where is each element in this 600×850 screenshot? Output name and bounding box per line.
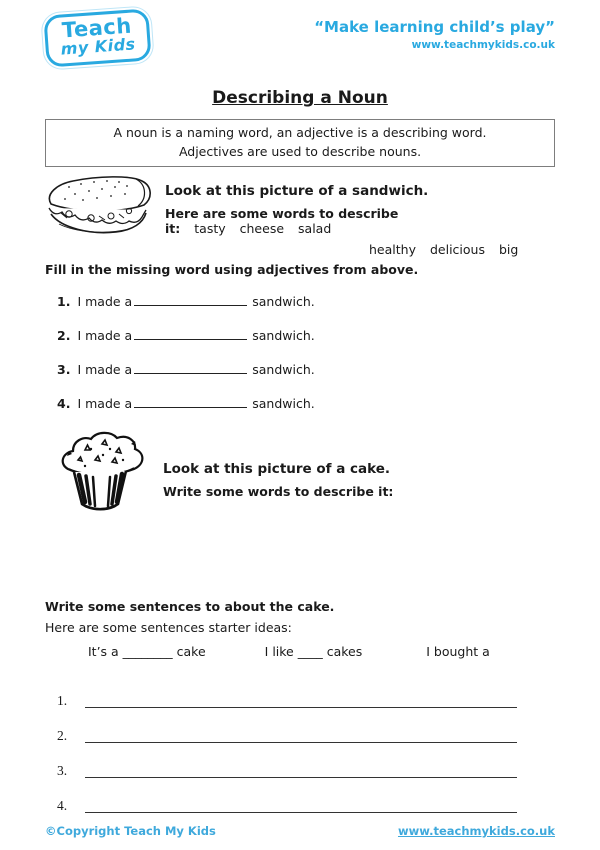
sentences-subheading: Here are some sentences starter ideas: xyxy=(45,619,292,635)
footer-url-link[interactable]: www.teachmykids.co.uk xyxy=(397,824,555,838)
adjective-word: delicious xyxy=(429,241,485,257)
item-number: 1. xyxy=(57,293,71,309)
line-number: 4. xyxy=(57,797,68,813)
writing-lines xyxy=(57,692,555,814)
fill-item-2 xyxy=(57,327,555,343)
header xyxy=(45,12,555,72)
fill-item-3 xyxy=(57,361,555,377)
footer xyxy=(45,824,555,838)
fill-item-4 xyxy=(57,395,555,411)
answer-blank xyxy=(134,327,247,340)
adjective-word: tasty xyxy=(194,220,226,236)
writing-row-1 xyxy=(57,692,555,709)
teachmykids-logo xyxy=(43,8,151,67)
logo-text-mykids: my Kids xyxy=(60,34,137,59)
definition-line-2: Adjectives are used to describe nouns. xyxy=(178,143,422,159)
item-number: 4. xyxy=(57,395,71,411)
sandwich-heading: Look at this picture of a sandwich. xyxy=(165,182,429,199)
cake-subheading: Write some words to describe it: xyxy=(163,483,394,499)
starter-1: It’s a ________ cake xyxy=(88,643,206,659)
line-number: 1. xyxy=(57,692,68,708)
adjective-word: cheese xyxy=(239,220,285,236)
sandwich-image xyxy=(39,172,159,248)
adjective-word: salad xyxy=(298,220,332,236)
sandwich-words-line-2 xyxy=(369,239,555,258)
item-number: 2. xyxy=(57,327,71,343)
header-right xyxy=(314,12,555,51)
cake-text xyxy=(163,429,393,499)
item-number: 3. xyxy=(57,361,71,377)
cake-image xyxy=(55,429,147,515)
page-title: Describing a Noun xyxy=(212,88,388,108)
answer-blank xyxy=(134,395,247,408)
item-text-before: I made a xyxy=(77,327,133,343)
fill-list xyxy=(57,293,555,411)
writing-row-2 xyxy=(57,727,555,744)
adjective-word: healthy xyxy=(369,241,416,257)
tagline: “Make learning child’s play” xyxy=(314,18,555,36)
answer-blank xyxy=(134,293,247,306)
copyright-text: ©Copyright Teach My Kids xyxy=(45,824,216,838)
item-text-after: sandwich. xyxy=(252,327,315,343)
answer-blank xyxy=(134,361,247,374)
line-number: 2. xyxy=(57,727,68,743)
sandwich-section xyxy=(45,172,555,257)
starter-3: I bought a xyxy=(426,643,490,659)
item-text-after: sandwich. xyxy=(252,361,315,377)
item-text-after: sandwich. xyxy=(252,293,315,309)
adjective-word: big xyxy=(498,241,519,257)
item-text-before: I made a xyxy=(77,395,133,411)
writing-line xyxy=(85,776,517,778)
writing-line xyxy=(85,706,517,708)
fill-instruction: Fill in the missing word using adjectives from above. xyxy=(45,261,419,277)
definition-box xyxy=(45,119,555,167)
writing-line xyxy=(85,811,517,813)
cake-section xyxy=(45,429,555,515)
sandwich-words-intro: Here are some words to describe it: xyxy=(165,205,399,236)
item-text-after: sandwich. xyxy=(252,395,315,411)
sentence-starters xyxy=(45,644,555,659)
definition-line-1: A noun is a naming word, an adjective is a describing word. xyxy=(113,125,487,140)
starter-2: I like ____ cakes xyxy=(264,643,363,659)
sentences-heading: Write some sentences to about the cake. xyxy=(45,598,335,614)
writing-row-4 xyxy=(57,797,555,814)
sandwich-words-line-1 xyxy=(165,206,555,236)
item-text-before: I made a xyxy=(77,293,133,309)
logo-text-teach: Teach xyxy=(61,13,133,43)
item-text-before: I made a xyxy=(77,361,133,377)
cake-heading: Look at this picture of a cake. xyxy=(163,460,391,477)
fill-item-1 xyxy=(57,293,555,309)
sandwich-text xyxy=(165,172,555,258)
line-number: 3. xyxy=(57,762,68,778)
header-url: www.teachmykids.co.uk xyxy=(411,39,555,51)
writing-row-3 xyxy=(57,762,555,779)
writing-line xyxy=(85,741,517,743)
